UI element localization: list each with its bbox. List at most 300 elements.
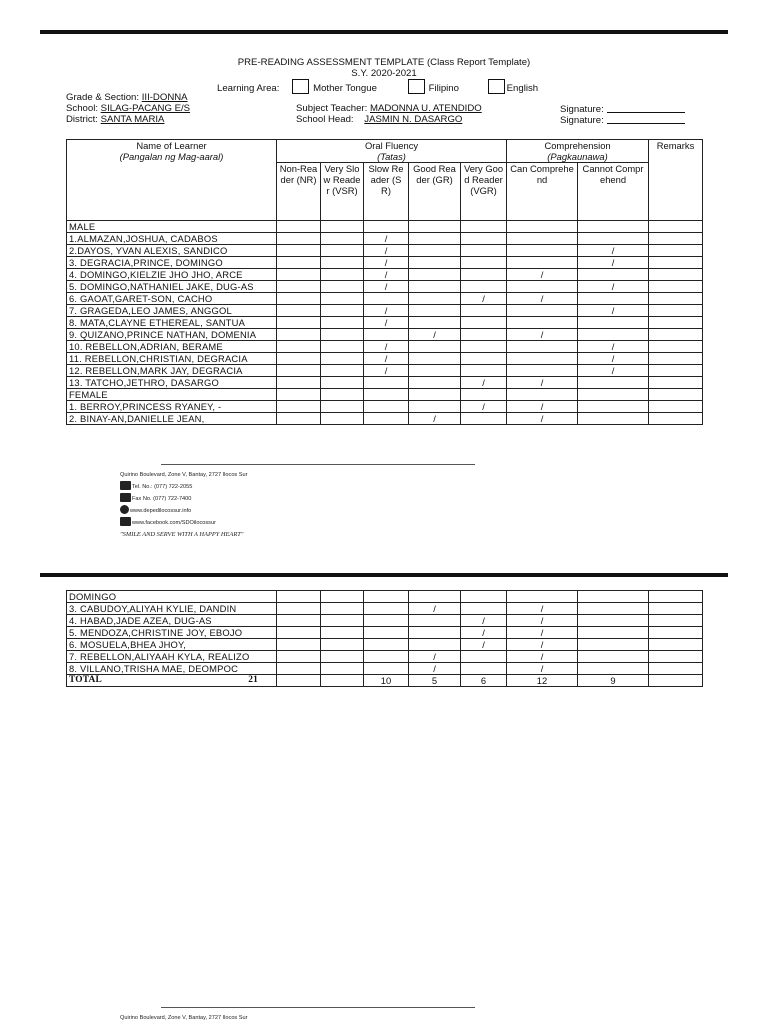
cell-nr xyxy=(277,269,321,281)
cell-vsr xyxy=(321,269,364,281)
cell-sr: / xyxy=(364,281,409,293)
cell-remarks xyxy=(649,329,703,341)
empty-cell xyxy=(461,389,507,401)
facebook-icon xyxy=(120,517,131,526)
cell-gr xyxy=(409,293,461,305)
learner-row xyxy=(67,365,703,377)
cell-gr xyxy=(409,233,461,245)
cell-vgr xyxy=(461,305,507,317)
school-year: S.Y. 2020-2021 xyxy=(351,68,417,79)
empty-cell xyxy=(277,389,321,401)
cell-nr xyxy=(277,365,321,377)
cell-gr xyxy=(409,245,461,257)
cell-vsr xyxy=(321,413,364,425)
cell-vsr xyxy=(321,293,364,305)
cell-vgr xyxy=(461,257,507,269)
empty-cell xyxy=(409,389,461,401)
cell-cannot xyxy=(578,377,649,389)
can-comprehend-header: Can Comprehend xyxy=(507,163,578,221)
female-section-row-label: FEMALE xyxy=(67,389,277,401)
empty-cell xyxy=(321,389,364,401)
footer-address: Quirino Boulevard, Zone V, Bantay, 2727 Ilocos Sur xyxy=(120,472,248,478)
cell-remarks xyxy=(649,257,703,269)
cell-sr xyxy=(364,377,409,389)
globe-icon xyxy=(120,505,129,514)
cell-nr xyxy=(277,257,321,269)
district-row xyxy=(66,114,164,125)
vsr-header: Very Slow Reader (VSR) xyxy=(321,163,364,221)
cell-cannot xyxy=(578,615,649,627)
total-gr: 5 xyxy=(409,675,461,687)
cell-vgr xyxy=(461,591,507,603)
cell-vsr xyxy=(321,603,364,615)
learner-name: 3. CABUDOY,ALIYAH KYLIE, DANDIN xyxy=(67,603,277,615)
cell-vsr xyxy=(321,329,364,341)
footer-line xyxy=(161,1007,475,1008)
cell-nr xyxy=(277,293,321,305)
oral-fluency-header xyxy=(277,140,507,163)
cell-remarks xyxy=(649,603,703,615)
footer-motto: "SMILE AND SERVE WITH A HAPPY HEART" xyxy=(120,531,244,538)
cell-cannot xyxy=(578,663,649,675)
cell-remarks xyxy=(649,615,703,627)
cell-nr xyxy=(277,281,321,293)
cell-cannot xyxy=(578,269,649,281)
cell-vgr xyxy=(461,317,507,329)
learner-row xyxy=(67,663,703,675)
grade-section-row xyxy=(66,92,188,103)
cell-cannot: / xyxy=(578,341,649,353)
cell-vsr xyxy=(321,615,364,627)
empty-cell xyxy=(321,221,364,233)
cell-can xyxy=(507,591,578,603)
cell-cannot xyxy=(578,233,649,245)
female-section-row xyxy=(67,389,703,401)
footer-line xyxy=(161,464,475,465)
learner-name: DOMINGO xyxy=(67,591,277,603)
cell-remarks xyxy=(649,365,703,377)
cell-vgr xyxy=(461,365,507,377)
empty-cell xyxy=(578,221,649,233)
cell-vgr xyxy=(461,651,507,663)
signature-label: Signature: xyxy=(560,115,604,126)
cell-vgr xyxy=(461,329,507,341)
learner-name: 8. VILLANO,TRISHA MAE, DEOMPOC xyxy=(67,663,277,675)
page-title: PRE-READING ASSESSMENT TEMPLATE (Class Report Template) xyxy=(237,57,531,68)
cell-vgr xyxy=(461,341,507,353)
cell-gr xyxy=(409,317,461,329)
cell-sr: / xyxy=(364,257,409,269)
comprehension-header-sub: (Pagkaunawa) xyxy=(547,151,608,162)
cell-gr xyxy=(409,281,461,293)
assessment-table-page1 xyxy=(66,139,703,425)
cell-cannot xyxy=(578,603,649,615)
gr-header: Good Reader (GR) xyxy=(409,163,461,221)
cell-sr xyxy=(364,627,409,639)
cell-sr: / xyxy=(364,317,409,329)
cell-gr xyxy=(409,341,461,353)
cell-can xyxy=(507,245,578,257)
signature-label: Signature: xyxy=(560,104,604,115)
learner-name-header xyxy=(67,140,277,221)
cell-cannot xyxy=(578,651,649,663)
nr-header: Non-Reader (NR) xyxy=(277,163,321,221)
cell-cannot: / xyxy=(578,281,649,293)
vgr-header: Very Good Reader (VGR) xyxy=(461,163,507,221)
cell-can: / xyxy=(507,627,578,639)
cell-vgr xyxy=(461,353,507,365)
cell-remarks xyxy=(649,281,703,293)
cell-can: / xyxy=(507,615,578,627)
cell-sr xyxy=(364,293,409,305)
cell-vsr xyxy=(321,627,364,639)
cell-gr xyxy=(409,353,461,365)
cell-sr: / xyxy=(364,365,409,377)
total-cannot: 9 xyxy=(578,675,649,687)
teacher-value: MADONNA U. ATENDIDO xyxy=(369,103,482,114)
cell-can: / xyxy=(507,293,578,305)
cell-vsr xyxy=(321,651,364,663)
empty-cell xyxy=(364,221,409,233)
school-value: SILAG-PACANG E/S xyxy=(100,103,191,114)
cell-can: / xyxy=(507,651,578,663)
learner-row xyxy=(67,281,703,293)
empty-cell xyxy=(277,221,321,233)
cell-nr xyxy=(277,317,321,329)
cell-gr xyxy=(409,257,461,269)
learner-row xyxy=(67,651,703,663)
assessment-table-page2 xyxy=(66,590,703,687)
school-row xyxy=(66,103,190,114)
learner-row xyxy=(67,353,703,365)
learner-name: 10. REBELLON,ADRIAN, BERAME xyxy=(67,341,277,353)
footer-address: Quirino Boulevard, Zone V, Bantay, 2727 Ilocos Sur xyxy=(120,1015,248,1021)
name-header-text: Name of Learner xyxy=(136,140,207,151)
cell-vgr: / xyxy=(461,401,507,413)
phone-icon xyxy=(120,481,131,490)
cell-gr: / xyxy=(409,329,461,341)
footer-web: www.depedilocossur.info xyxy=(130,508,192,514)
cell-gr xyxy=(409,377,461,389)
learner-row xyxy=(67,377,703,389)
learner-name: 12. REBELLON,MARK JAY, DEGRACIA xyxy=(67,365,277,377)
cell-can: / xyxy=(507,269,578,281)
cell-nr xyxy=(277,233,321,245)
cell-remarks xyxy=(649,639,703,651)
cell-nr xyxy=(277,615,321,627)
learner-name: 7. REBELLON,ALIYAAH KYLA, REALIZO xyxy=(67,651,277,663)
cell-remarks xyxy=(649,627,703,639)
cell-sr: / xyxy=(364,269,409,281)
cell-gr xyxy=(409,615,461,627)
total-row-group xyxy=(67,675,703,687)
cell-remarks xyxy=(649,245,703,257)
learner-name: 4. DOMINGO,KIELZIE JHO JHO, ARCE xyxy=(67,269,277,281)
learner-name: 9. QUIZANO,PRINCE NATHAN, DOMENIA xyxy=(67,329,277,341)
district-value: SANTA MARIA xyxy=(100,114,165,125)
total-sr: 10 xyxy=(364,675,409,687)
cell-gr xyxy=(409,591,461,603)
fluency-header-text: Oral Fluency xyxy=(364,140,419,151)
learner-name: 6. GAOAT,GARET-SON, CACHO xyxy=(67,293,277,305)
total-count: 21 xyxy=(248,675,258,685)
comprehension-header xyxy=(507,140,649,163)
learner-row xyxy=(67,639,703,651)
comprehension-header-text: Comprehension xyxy=(544,140,611,151)
learner-row xyxy=(67,233,703,245)
cell-nr xyxy=(277,627,321,639)
head-row xyxy=(296,114,462,125)
cell-can xyxy=(507,365,578,377)
total-label-cell xyxy=(67,675,277,687)
cell-nr xyxy=(277,401,321,413)
cell-cannot xyxy=(578,293,649,305)
cell-vsr xyxy=(321,377,364,389)
filipino-label: Filipino xyxy=(428,83,459,94)
cell-sr: / xyxy=(364,305,409,317)
cell-can: / xyxy=(507,401,578,413)
empty-cell xyxy=(649,221,703,233)
head-signature xyxy=(560,114,685,126)
cell-vsr xyxy=(321,639,364,651)
cell-gr: / xyxy=(409,603,461,615)
cell-remarks xyxy=(649,305,703,317)
cell-vsr xyxy=(321,341,364,353)
cell-cannot xyxy=(578,317,649,329)
cell-can xyxy=(507,257,578,269)
cell-cannot xyxy=(578,413,649,425)
cell-sr xyxy=(364,401,409,413)
cell-vsr xyxy=(321,365,364,377)
learner-name: 4. HABAD,JADE AZEA, DUG-AS xyxy=(67,615,277,627)
cell-nr xyxy=(277,663,321,675)
head-value: JASMIN N. DASARGO xyxy=(364,114,463,125)
cell-cannot: / xyxy=(578,353,649,365)
school-label: School: xyxy=(66,103,98,114)
cell-vgr xyxy=(461,281,507,293)
cell-can xyxy=(507,305,578,317)
cell-sr xyxy=(364,413,409,425)
cell-cannot: / xyxy=(578,245,649,257)
cell-can: / xyxy=(507,329,578,341)
cell-nr xyxy=(277,341,321,353)
cell-gr xyxy=(409,269,461,281)
empty-cell xyxy=(507,221,578,233)
cell-vgr xyxy=(461,233,507,245)
learner-row xyxy=(67,305,703,317)
cell-vsr xyxy=(321,257,364,269)
cell-cannot xyxy=(578,627,649,639)
teacher-row xyxy=(296,103,482,114)
cell-vgr xyxy=(461,603,507,615)
signature-line[interactable] xyxy=(607,114,685,124)
footer-page2 xyxy=(120,1012,248,1024)
cell-vgr: / xyxy=(461,377,507,389)
sr-header: Slow Reader (SR) xyxy=(364,163,409,221)
cell-vsr xyxy=(321,401,364,413)
learner-row xyxy=(67,591,703,603)
learner-row xyxy=(67,269,703,281)
cell-vsr xyxy=(321,245,364,257)
signature-line[interactable] xyxy=(607,103,685,113)
cell-sr xyxy=(364,663,409,675)
learner-name: 8. MATA,CLAYNE ETHEREAL, SANTUA xyxy=(67,317,277,329)
cannot-comprehend-header: Cannot Comprehend xyxy=(578,163,649,221)
learner-rows-page1 xyxy=(67,221,703,425)
cell-can: / xyxy=(507,603,578,615)
cell-vsr xyxy=(321,233,364,245)
learner-name: 2. BINAY-AN,DANIELLE JEAN, xyxy=(67,413,277,425)
cell-vgr xyxy=(461,413,507,425)
cell-gr xyxy=(409,305,461,317)
cell-nr xyxy=(277,413,321,425)
english-label: English xyxy=(506,83,539,94)
cell-gr xyxy=(409,639,461,651)
cell-sr: / xyxy=(364,341,409,353)
cell-sr xyxy=(364,603,409,615)
cell-gr xyxy=(409,627,461,639)
learner-name: 5. MENDOZA,CHRISTINE JOY, EBOJO xyxy=(67,627,277,639)
cell-cannot xyxy=(578,329,649,341)
cell-cannot: / xyxy=(578,257,649,269)
district-label: District: xyxy=(66,114,98,125)
footer-page1 xyxy=(120,469,248,541)
learner-rows-page2 xyxy=(67,591,703,675)
head-label: School Head: xyxy=(296,114,354,125)
learner-name: 13. TATCHO,JETHRO, DASARGO xyxy=(67,377,277,389)
cell-vgr: / xyxy=(461,639,507,651)
cell-sr xyxy=(364,329,409,341)
cell-nr xyxy=(277,377,321,389)
cell-nr xyxy=(277,603,321,615)
cell-can: / xyxy=(507,639,578,651)
footer-facebook: www.facebook.com/SDOilocossur xyxy=(132,520,216,526)
cell-can: / xyxy=(507,663,578,675)
learner-name: 5. DOMINGO,NATHANIEL JAKE, DUG-AS xyxy=(67,281,277,293)
learner-row xyxy=(67,627,703,639)
cell-vgr: / xyxy=(461,615,507,627)
empty-cell xyxy=(507,389,578,401)
cell-sr: / xyxy=(364,233,409,245)
mother-tongue-label: Mother Tongue xyxy=(313,83,377,94)
cell-nr xyxy=(277,639,321,651)
cell-sr xyxy=(364,651,409,663)
remarks-header: Remarks xyxy=(649,140,703,221)
cell-vsr xyxy=(321,305,364,317)
learning-area-row xyxy=(217,79,538,94)
teacher-label: Subject Teacher: xyxy=(296,103,368,114)
learner-name: 7. GRAGEDA,LEO JAMES, ANGGOL xyxy=(67,305,277,317)
footer-fax: Fax No. (077) 722-7400 xyxy=(132,496,192,502)
total-label: TOTAL xyxy=(69,675,102,685)
cell-remarks xyxy=(649,651,703,663)
cell-vsr xyxy=(321,317,364,329)
learner-row xyxy=(67,245,703,257)
cell-gr: / xyxy=(409,413,461,425)
cell-nr xyxy=(277,329,321,341)
top-rule xyxy=(40,30,728,34)
empty-cell xyxy=(364,389,409,401)
cell-can xyxy=(507,281,578,293)
cell-vgr xyxy=(461,663,507,675)
learner-row xyxy=(67,603,703,615)
cell-sr xyxy=(364,639,409,651)
fluency-header-sub: (Tatas) xyxy=(377,151,406,162)
cell-vsr xyxy=(321,591,364,603)
learner-row xyxy=(67,341,703,353)
total-row xyxy=(67,675,703,687)
cell-nr xyxy=(277,651,321,663)
cell-gr xyxy=(409,401,461,413)
cell-can xyxy=(507,317,578,329)
learner-row xyxy=(67,329,703,341)
total-vsr xyxy=(321,675,364,687)
male-section-row-label: MALE xyxy=(67,221,277,233)
cell-nr xyxy=(277,591,321,603)
cell-remarks xyxy=(649,591,703,603)
cell-can: / xyxy=(507,377,578,389)
learner-row xyxy=(67,293,703,305)
learner-name: 2.DAYOS, YVAN ALEXIS, SANDICO xyxy=(67,245,277,257)
mother-tongue-checkbox[interactable] xyxy=(292,79,309,94)
cell-gr: / xyxy=(409,651,461,663)
cell-vsr xyxy=(321,281,364,293)
learner-row xyxy=(67,615,703,627)
cell-nr xyxy=(277,245,321,257)
english-checkbox[interactable] xyxy=(488,79,505,94)
learner-name: 1.ALMAZAN,JOSHUA, CADABOS xyxy=(67,233,277,245)
cell-remarks xyxy=(649,317,703,329)
empty-cell xyxy=(461,221,507,233)
cell-vgr: / xyxy=(461,293,507,305)
cell-can xyxy=(507,341,578,353)
learner-row xyxy=(67,413,703,425)
empty-cell xyxy=(649,389,703,401)
cell-remarks xyxy=(649,293,703,305)
cell-vgr xyxy=(461,245,507,257)
cell-cannot: / xyxy=(578,365,649,377)
total-can: 12 xyxy=(507,675,578,687)
learner-row xyxy=(67,401,703,413)
cell-sr: / xyxy=(364,245,409,257)
cell-remarks xyxy=(649,377,703,389)
cell-cannot xyxy=(578,401,649,413)
cell-vsr xyxy=(321,353,364,365)
grade-section-value: III-DONNA xyxy=(141,92,188,103)
total-nr xyxy=(277,675,321,687)
cell-nr xyxy=(277,305,321,317)
fax-icon xyxy=(120,493,131,502)
total-remarks xyxy=(649,675,703,687)
learner-name: 11. REBELLON,CHRISTIAN, DEGRACIA xyxy=(67,353,277,365)
footer-tel: Tel. No.: (077) 722-2055 xyxy=(132,484,193,490)
learner-row xyxy=(67,317,703,329)
cell-can xyxy=(507,353,578,365)
learner-name: 3. DEGRACIA,PRINCE, DOMINGO xyxy=(67,257,277,269)
cell-remarks xyxy=(649,401,703,413)
filipino-checkbox[interactable] xyxy=(408,79,425,94)
cell-remarks xyxy=(649,341,703,353)
cell-cannot xyxy=(578,639,649,651)
learner-row xyxy=(67,257,703,269)
learner-name: 6. MOSUELA,BHEA JHOY, xyxy=(67,639,277,651)
cell-gr: / xyxy=(409,663,461,675)
page2-top-rule xyxy=(40,573,728,577)
cell-nr xyxy=(277,353,321,365)
cell-remarks xyxy=(649,413,703,425)
cell-sr xyxy=(364,615,409,627)
cell-cannot xyxy=(578,591,649,603)
